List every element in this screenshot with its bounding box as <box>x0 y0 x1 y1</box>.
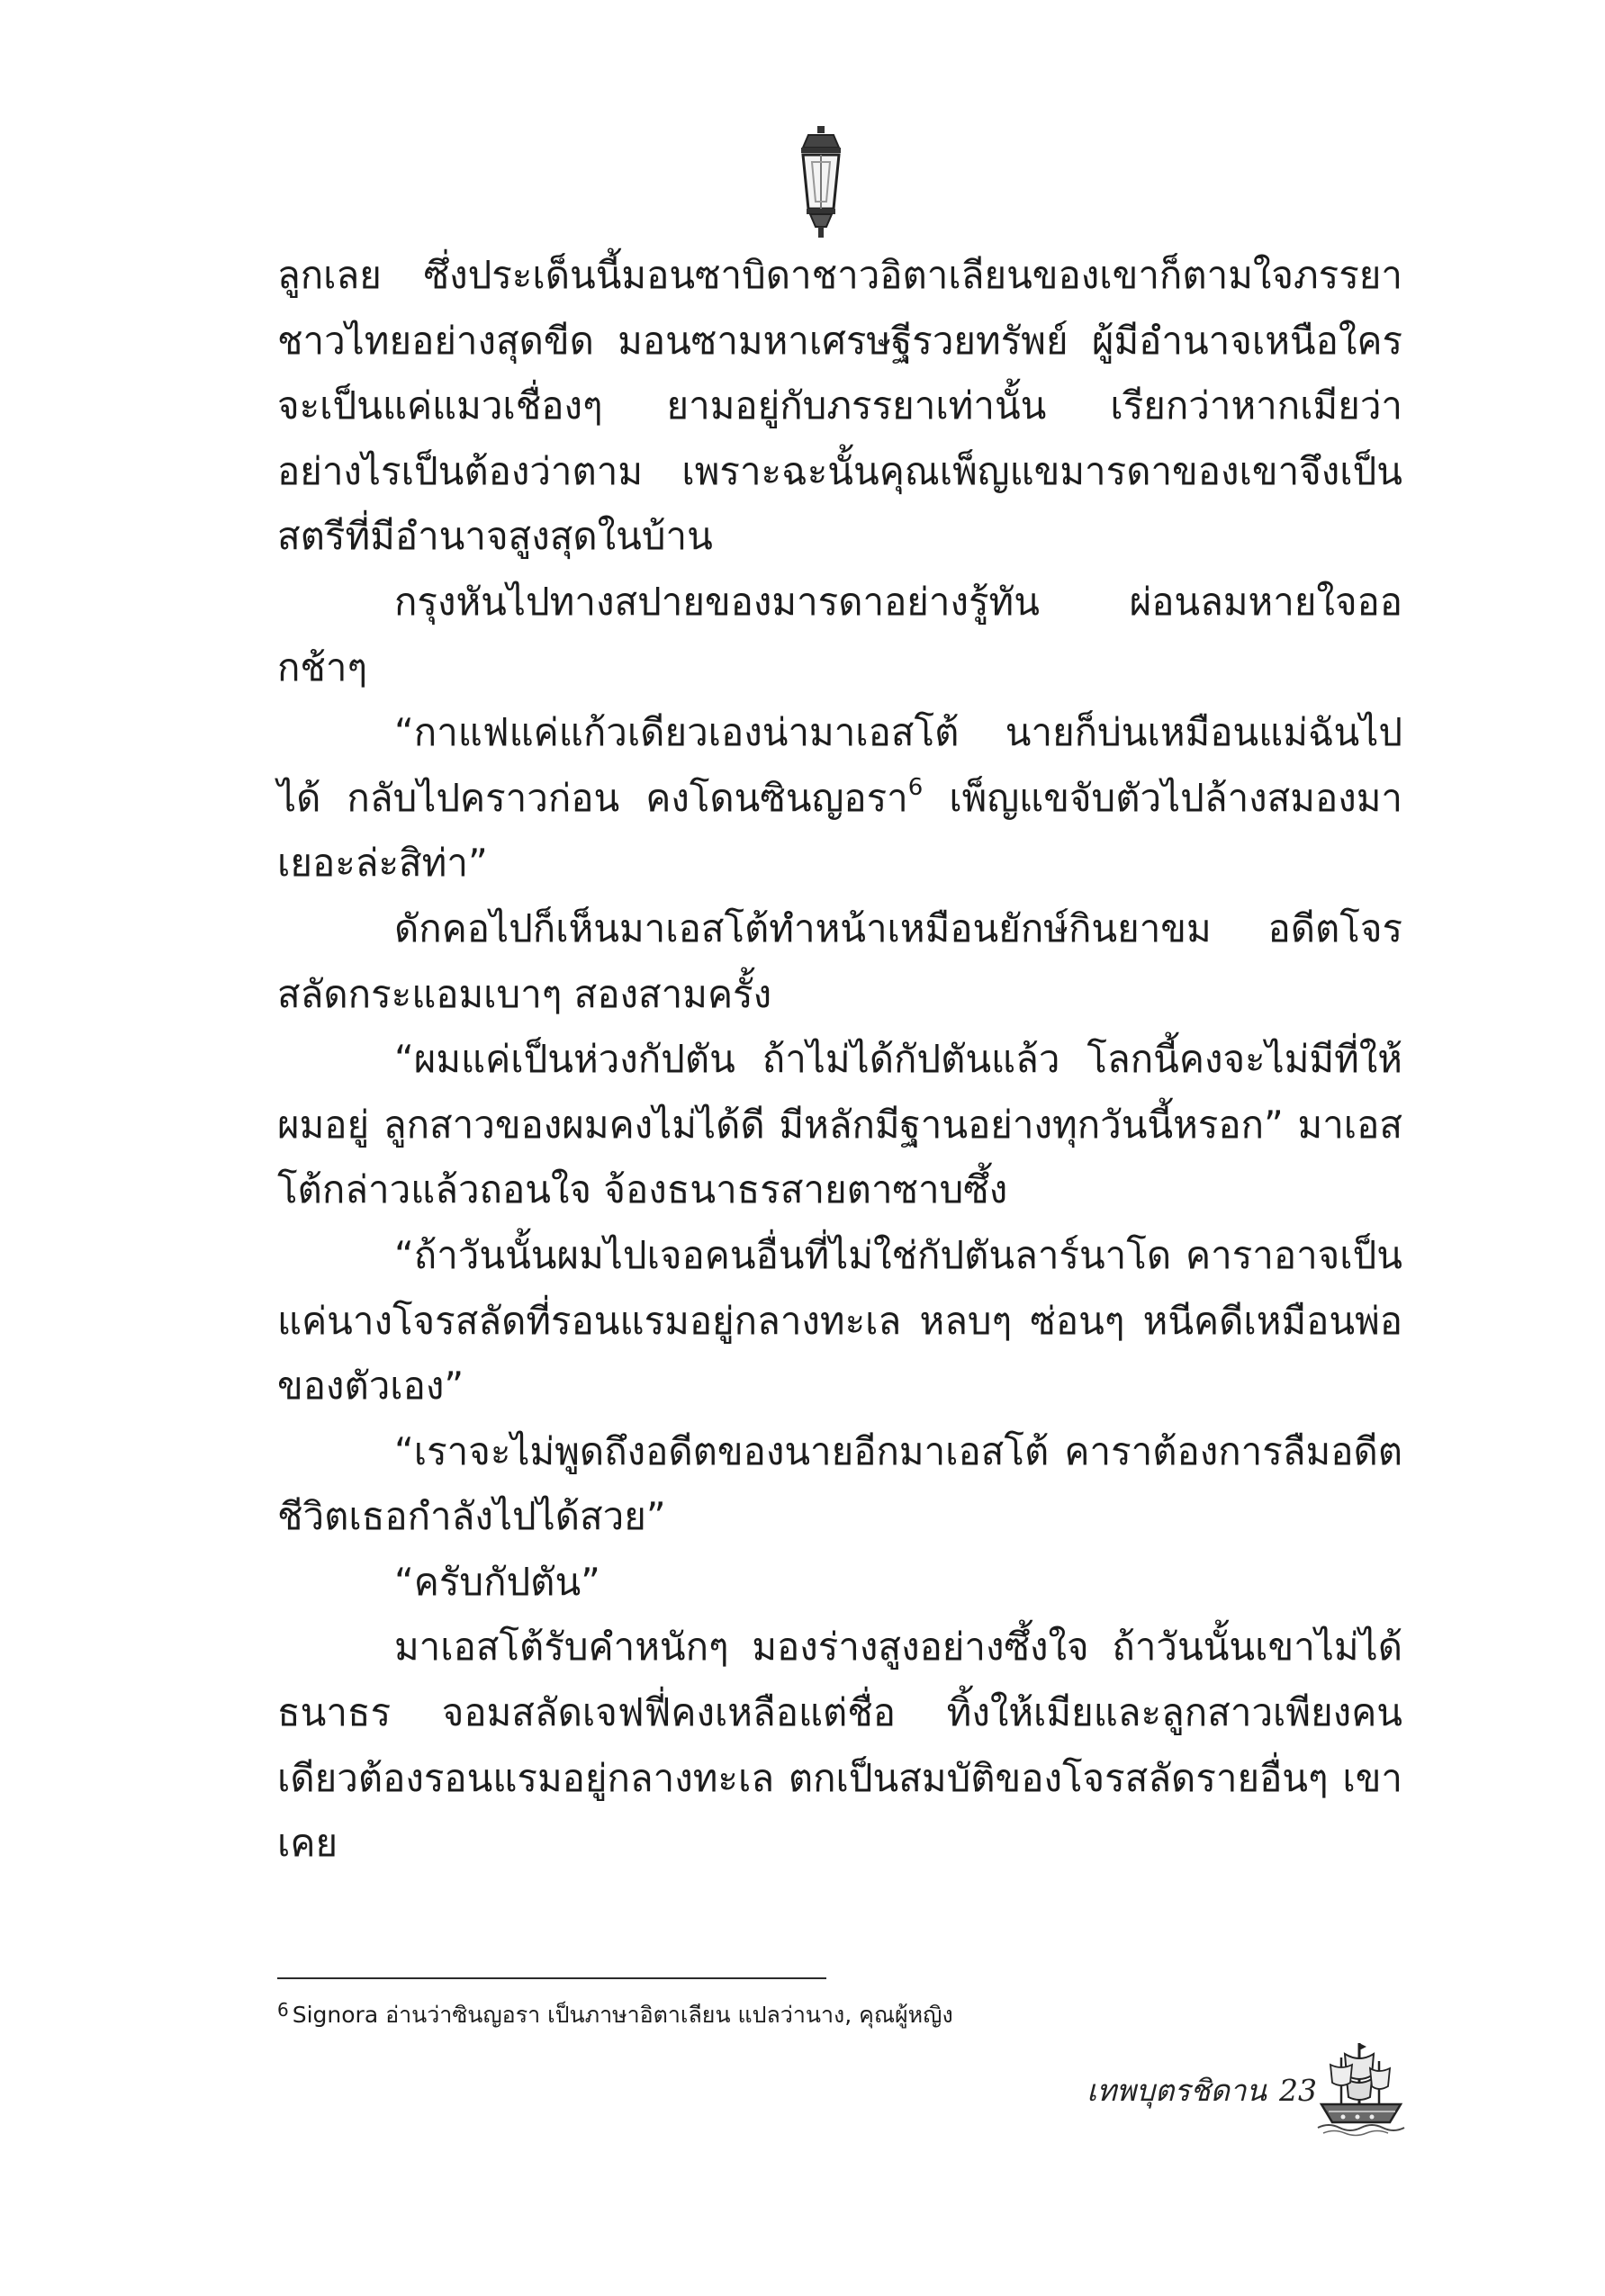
paragraph: “ถ้าวันนั้นผมไปเจอคนอื่นที่ไม่ใช่กัปตันลาร์นาโด คาราอาจเป็นแค่นางโจรสลัดที่รอนแรมอยู่กลางทะเล หลบๆ ซ่อนๆ หนีคดีเหมือนพ่อของตัวเอง” <box>277 1232 1402 1409</box>
footnote-divider <box>277 1977 826 1979</box>
footnote-reference: 6 <box>907 773 924 801</box>
ship-icon <box>1316 2038 1406 2137</box>
page-number: 23 <box>1279 2073 1317 2108</box>
paragraph: กรุงหันไปทางสปายของมารดาอย่างรู้ทัน ผ่อนลมหายใจออกช้าๆ <box>277 579 1402 689</box>
paragraph: “ครับกัปตัน” <box>394 1559 600 1604</box>
body-text <box>277 243 1402 1877</box>
paragraph: “ผมแค่เป็นห่วงกัปตัน ถ้าไม่ได้กัปตันแล้ว โลกนี้คงจะไม่มีที่ให้ผมอยู่ ลูกสาวของผมคงไม่ได้ดี มีหลักมีฐานอย่างทุกวันนี้หรอก” มาเอสโต้กล่าวแล้วถอนใจ จ้องธนาธรสายตาซาบซึ้ง <box>277 1037 1402 1212</box>
footnote-text: Signora อ่านว่าซินญอรา เป็นภาษาอิตาเลียน แปลว่านาง, คุณผู้หญิง <box>292 2002 953 2028</box>
paragraph: มาเอสโต้รับคำหนักๆ มองร่างสูงอย่างซึ้งใจ ถ้าวันนั้นเขาไม่ได้ธนาธร จอมสลัดเจฟฟี่คงเหลือแต่ชื่อ ทิ้งให้เมียและลูกสาวเพียงคนเดียวต้องรอนแรมอยู่กลางทะเล ตกเป็นสมบัติของโจรสลัดรายอื่นๆ เขาเคย <box>277 1625 1402 1866</box>
book-title: เทพบุตรชิดาน <box>1087 2073 1267 2108</box>
lantern-icon <box>792 126 850 241</box>
paragraph: “เราจะไม่พูดถึงอดีตของนายอีกมาเอสโต้ คาราต้องการลืมอดีต ชีวิตเธอกำลังไปได้สวย” <box>277 1428 1402 1539</box>
footnote <box>277 1994 1447 2031</box>
footnote-number: 6 <box>277 1999 289 2021</box>
paragraph: “กาแฟแค่แก้วเดียวเองน่ามาเอสโต้ นายก็บ่นเหมือนแม่ฉันไปได้ กลับไปคราวก่อน คงโดนซินญอรา$^6$ เพ็ญแขจับตัวไปล้างสมองมาเยอะล่ะสิท่า” <box>277 710 1402 886</box>
paragraph: ดักคอไปก็เห็นมาเอสโต้ทำหน้าเหมือนยักษ์กินยาขม อดีตโจรสลัดกระแอมเบาๆ สองสามครั้ง <box>277 905 1402 1016</box>
paragraph: ลูกเลย ซึ่งประเด็นนี้มอนซาบิดาชาวอิตาเลียนของเขาก็ตามใจภรรยาชาวไทยอย่างสุดขีด มอนซามหาเศรษฐีรวยทรัพย์ ผู้มีอำนาจเหนือใครจะเป็นแค่แมวเชื่องๆ ยามอยู่กับภรรยาเท่านั้น เรียกว่าหากเมียว่าอย่างไรเป็นต้องว่าตาม เพราะฉะนั้นคุณเพ็ญแขมารดาของเขาจึงเป็นสตรีที่มีอำนาจสูงสุดในบ้าน <box>277 253 1402 559</box>
running-footer <box>1087 2073 1317 2109</box>
